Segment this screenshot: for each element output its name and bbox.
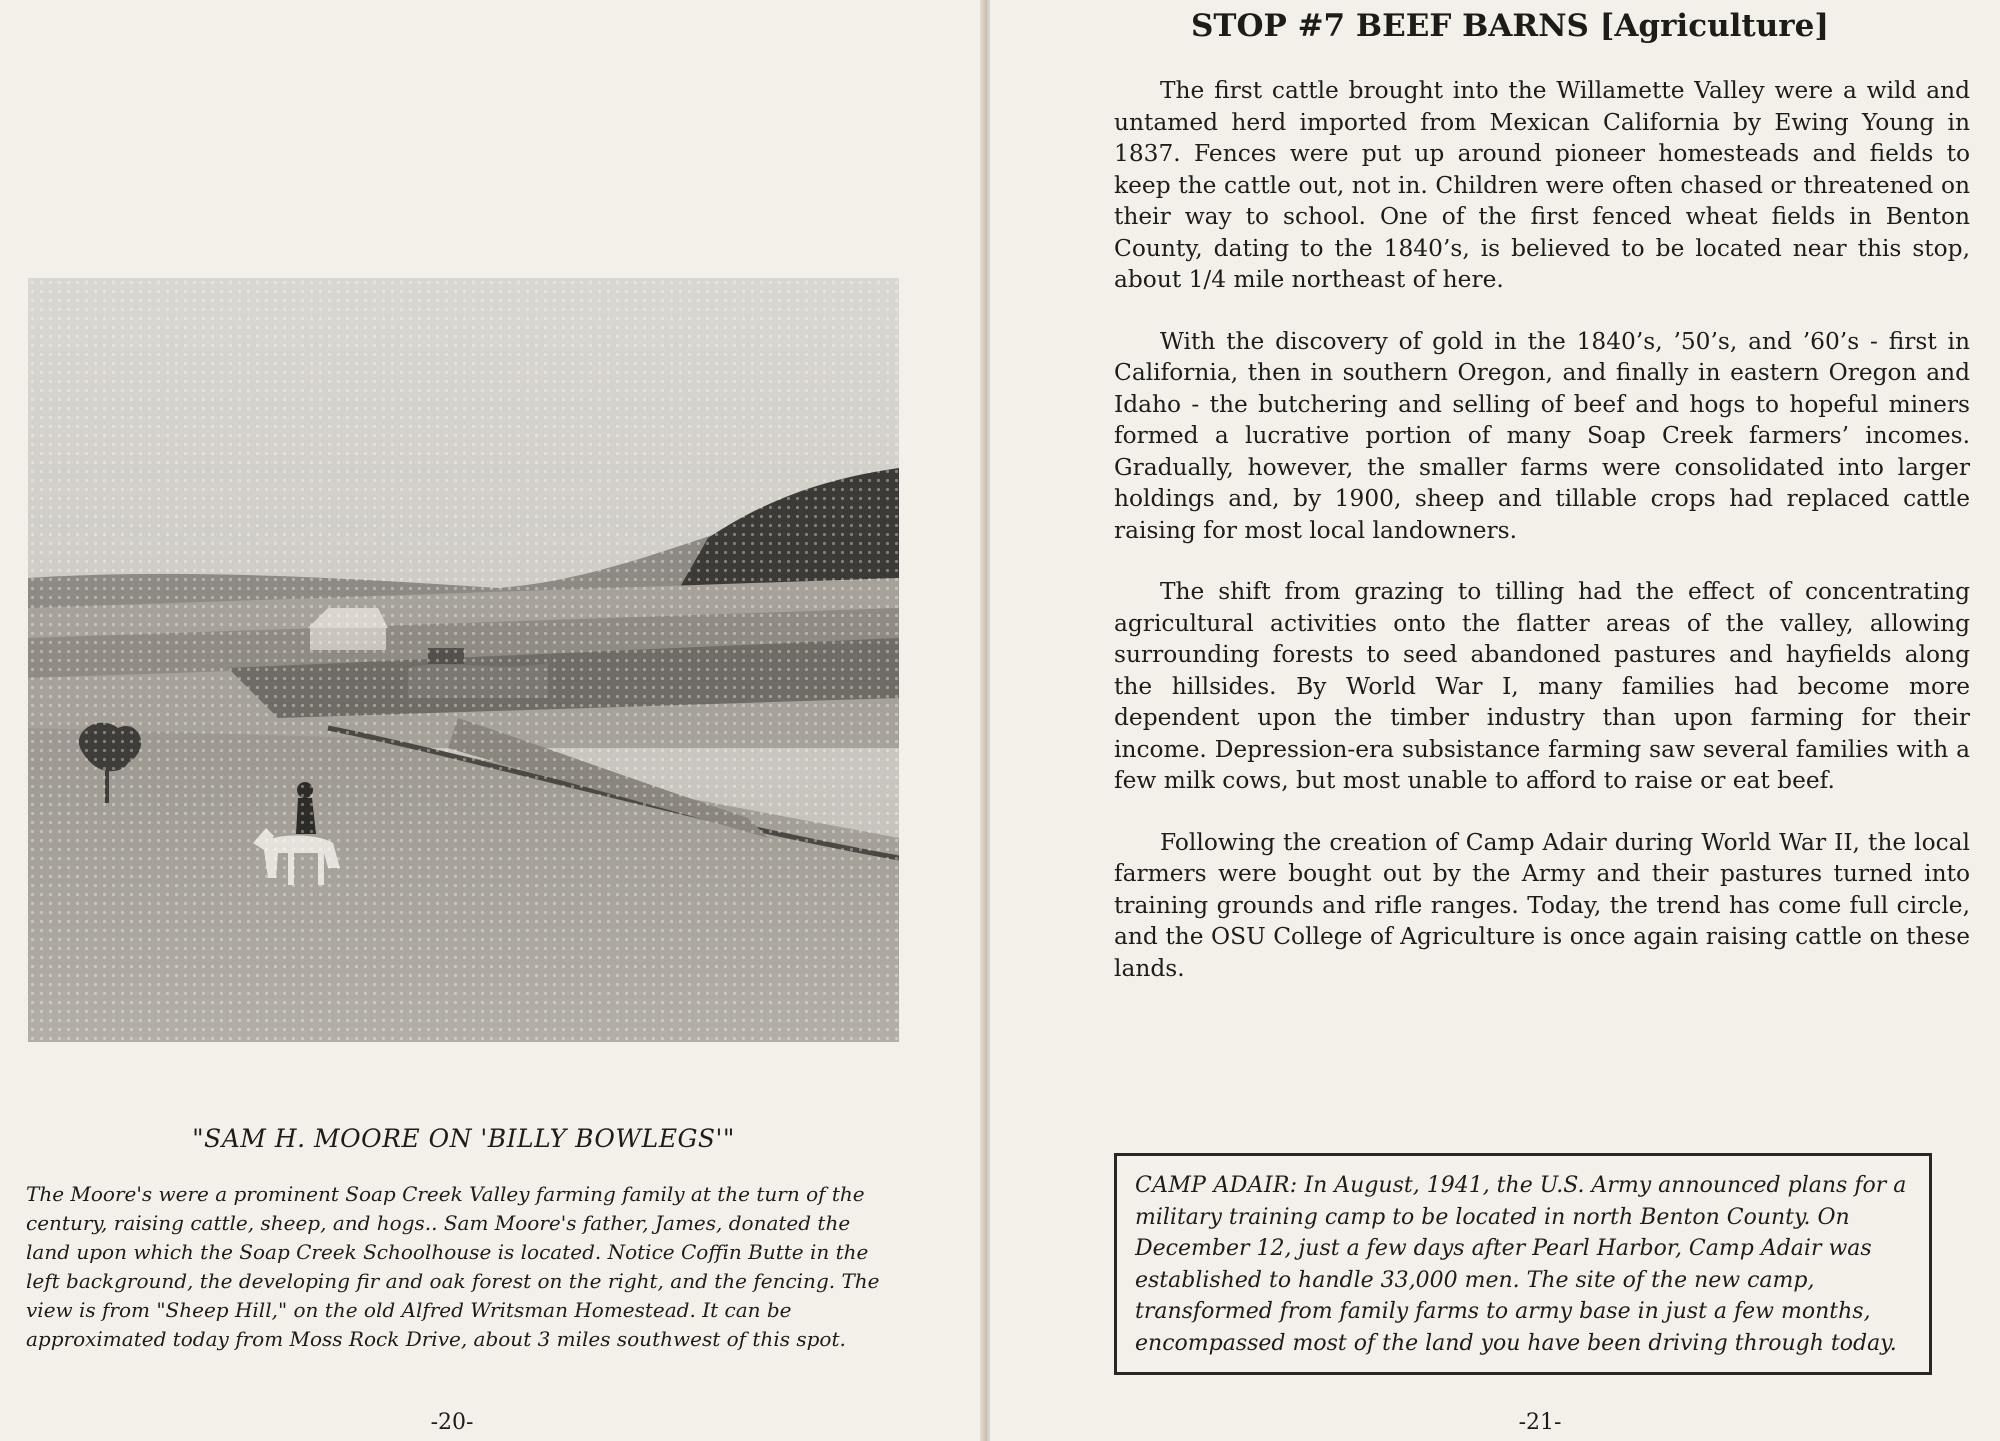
page-number-left: -20- [430, 1410, 474, 1435]
paragraph-4: Following the creation of Camp Adair during World War II, the local farmers were bought out by the Army and their pastures turned into training grounds and rifle ranges. Today, the trend has come full circle, and the OSU College of Agriculture is once again raising cattle on these lands. [1114, 828, 1970, 982]
photo-caption-title: "SAM H. MOORE ON 'BILLY BOWLEGS'" [192, 1124, 735, 1153]
photo-caption-body: The Moore's were a prominent Soap Creek Valley farming family at the turn of the century, raising cattle, sheep, and hogs.. Sam Moore's father, James, donated the land upon which the Soap Creek Schoolhouse is located. Notice Coffin Butte in the left background, the developing fir and oak forest on the right, and the fencing. The view is from "Sheep Hill," on the old Alfred Writsman Homestead. It can be approximated today from Moss Rock Drive, about 3 miles southwest of this spot. [26, 1182, 880, 1351]
page-number-right: -21- [1518, 1410, 1562, 1435]
article-body [1114, 75, 1970, 1014]
historical-photo [28, 278, 899, 1042]
camp-adair-sidebar [1114, 1153, 1932, 1375]
paragraph-3: The shift from grazing to tilling had the effect of concentrating agricultural activities onto the flatter areas of the valley, allowing surrounding forests to seed abandoned pastures and hayfields along the hillsides. By World War I, many families had become more dependent upon the timber industry than upon farming for their income. Depression-era subsistance farming saw several families with a few milk cows, but most unable to afford to raise or eat beef. [1114, 578, 1970, 794]
photo-image [28, 278, 899, 1042]
paragraph-2: With the discovery of gold in the 1840’s, ’50’s, and ’60’s - first in California, then in southern Oregon, and finally in eastern Oregon and Idaho - the butchering and selling of beef and hogs to hopeful miners formed a lucrative portion of many Soap Creek farmers’ incomes. Gradually, however, the smaller farms were consolidated into larger holdings and, by 1900, sheep and tillable crops had replaced cattle raising for most local landowners. [1114, 327, 1970, 544]
page-title: STOP #7 BEEF BARNS [Agriculture] [1191, 8, 1829, 44]
paragraph-1: The first cattle brought into the Willamette Valley were a wild and untamed herd imported from Mexican California by Ewing Young in 1837. Fences were put up around pioneer homesteads and fields to keep the cattle out, not in. Children were often chased or threatened on their way to school. One of the first fenced wheat fields in Benton County, dating to the 1840’s, is believed to be located near this stop, about 1/4 mile northeast of here. [1114, 77, 1970, 293]
sidebar-label: CAMP ADAIR: [1135, 1173, 1298, 1198]
left-page [0, 0, 984, 1441]
sidebar-text: In August, 1941, the U.S. Army announced plans for a military training camp to be located in north Benton County. On December 12, just a few days after Pearl Harbor, Camp Adair was established to handle 33,000 men. The site of the new camp, transformed from family farms to army base in just a few months, encompassed most of the land you have been driving through today. [1135, 1173, 1907, 1356]
